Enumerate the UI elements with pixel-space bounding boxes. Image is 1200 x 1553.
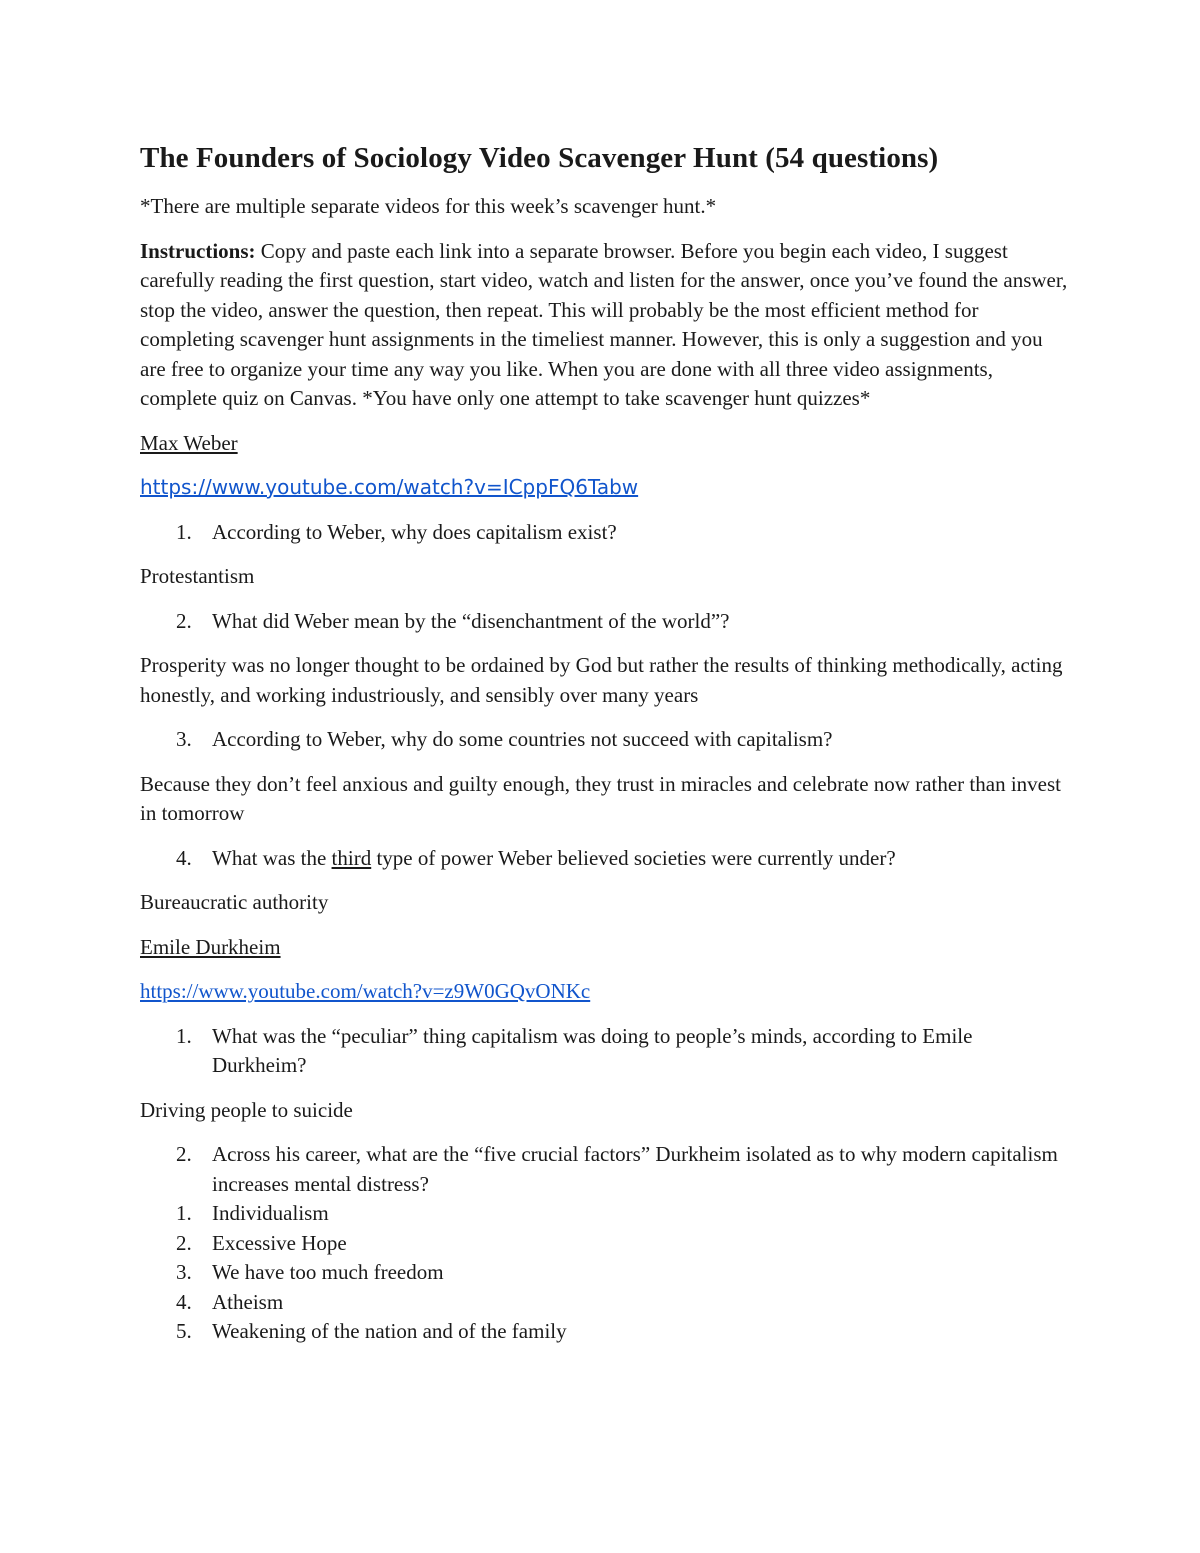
list-item: [140, 844, 1070, 874]
weber-question-3: [140, 725, 1070, 755]
weber-answer-3: Because they don’t feel anxious and guilty enough, they trust in miracles and celebrate now rather than invest in tomorrow: [140, 771, 1061, 825]
weber-question-4: [140, 844, 1070, 874]
list-item: [140, 1229, 1070, 1259]
factor-number: 2.: [176, 1230, 192, 1255]
list-item: [140, 1317, 1070, 1347]
question-text: Across his career, what are the “five crucial factors” Durkheim isolated as to why modern capitalism increases mental distress?: [212, 1142, 1058, 1196]
list-item: [140, 1022, 1070, 1081]
durkheim-link-line: [140, 977, 1070, 1007]
factor-text: Atheism: [212, 1289, 284, 1314]
question-text-after: type of power Weber believed societies were currently under?: [371, 845, 896, 870]
list-item: [140, 1258, 1070, 1288]
factor-number: 1.: [176, 1201, 192, 1225]
factor-number: 3.: [176, 1260, 192, 1284]
weber-question-1: [140, 518, 1070, 548]
list-item: [140, 1140, 1070, 1199]
question-text-before: What was the: [212, 845, 332, 870]
factor-text: Weakening of the nation and of the family: [212, 1319, 567, 1343]
durkheim-heading: Emile Durkheim: [140, 934, 281, 959]
instructions-label: Instructions:: [140, 238, 256, 263]
factor-text: Individualism: [212, 1201, 329, 1225]
weber-question-2: [140, 607, 1070, 637]
question-number: 4.: [176, 845, 192, 870]
factor-text: We have too much freedom: [212, 1260, 444, 1284]
durkheim-question-2: [140, 1140, 1070, 1199]
factor-text: Excessive Hope: [212, 1230, 347, 1255]
question-number: 2.: [176, 608, 192, 633]
question-text: According to Weber, why does capitalism exist?: [212, 519, 617, 544]
question-text-underlined: third: [331, 845, 372, 870]
durkheim-answer-1: Driving people to suicide: [140, 1097, 353, 1122]
question-number: 2.: [176, 1142, 192, 1166]
question-text: What did Weber mean by the “disenchantment of the world”?: [212, 608, 730, 633]
question-number: 1.: [176, 519, 192, 544]
durkheim-factors-list: [140, 1199, 1070, 1347]
question-text: According to Weber, why do some countries not succeed with capitalism?: [212, 727, 833, 751]
durkheim-question-1: [140, 1022, 1070, 1081]
factor-number: 5.: [176, 1319, 192, 1343]
factor-number: 4.: [176, 1289, 192, 1314]
weber-answer-1: Protestantism: [140, 564, 255, 588]
question-number: 1.: [176, 1023, 192, 1048]
weber-answer-2: Prosperity was no longer thought to be ordained by God but rather the results of thinking methodically, acting honestly, and working industriously, and sensibly over many years: [140, 653, 1063, 707]
weber-link-line: [140, 473, 1070, 503]
question-text: What was the “peculiar” thing capitalism was doing to people’s minds, according to Emile Durkheim?: [212, 1023, 973, 1077]
question-number: 3.: [176, 727, 192, 751]
instructions-paragraph: [140, 237, 1070, 414]
weber-heading: Max Weber: [140, 430, 238, 455]
weber-answer-4: Bureaucratic authority: [140, 890, 329, 914]
list-item: [140, 1288, 1070, 1318]
instructions-text: Copy and paste each link into a separate browser. Before you begin each video, I suggest carefully reading the first question, start video, watch and listen for the answer, once you’ve found the answer, stop the video, answer the question, then repeat. This will probably be the most efficient method for completing scavenger hunt assignments in the timeliest manner. However, this is only a suggestion and you are free to organize your time any way you like. When you are done with all three video assignments, complete quiz on Canvas. *You have only one attempt to take scavenger hunt quizzes*: [140, 238, 1068, 410]
list-item: [140, 1199, 1070, 1229]
list-item: [140, 725, 1070, 755]
durkheim-video-link[interactable]: https://www.youtube.com/watch?v=z9W0GQvONKc: [140, 979, 591, 1003]
document-title: The Founders of Sociology Video Scavenger Hunt (54 questions): [140, 142, 939, 174]
weber-video-link[interactable]: https://www.youtube.com/watch?v=ICppFQ6Tabw: [140, 475, 639, 499]
list-item: [140, 607, 1070, 637]
document-page: [140, 138, 1070, 1362]
list-item: [140, 518, 1070, 548]
scavenger-note: *There are multiple separate videos for this week’s scavenger hunt.*: [140, 194, 717, 218]
